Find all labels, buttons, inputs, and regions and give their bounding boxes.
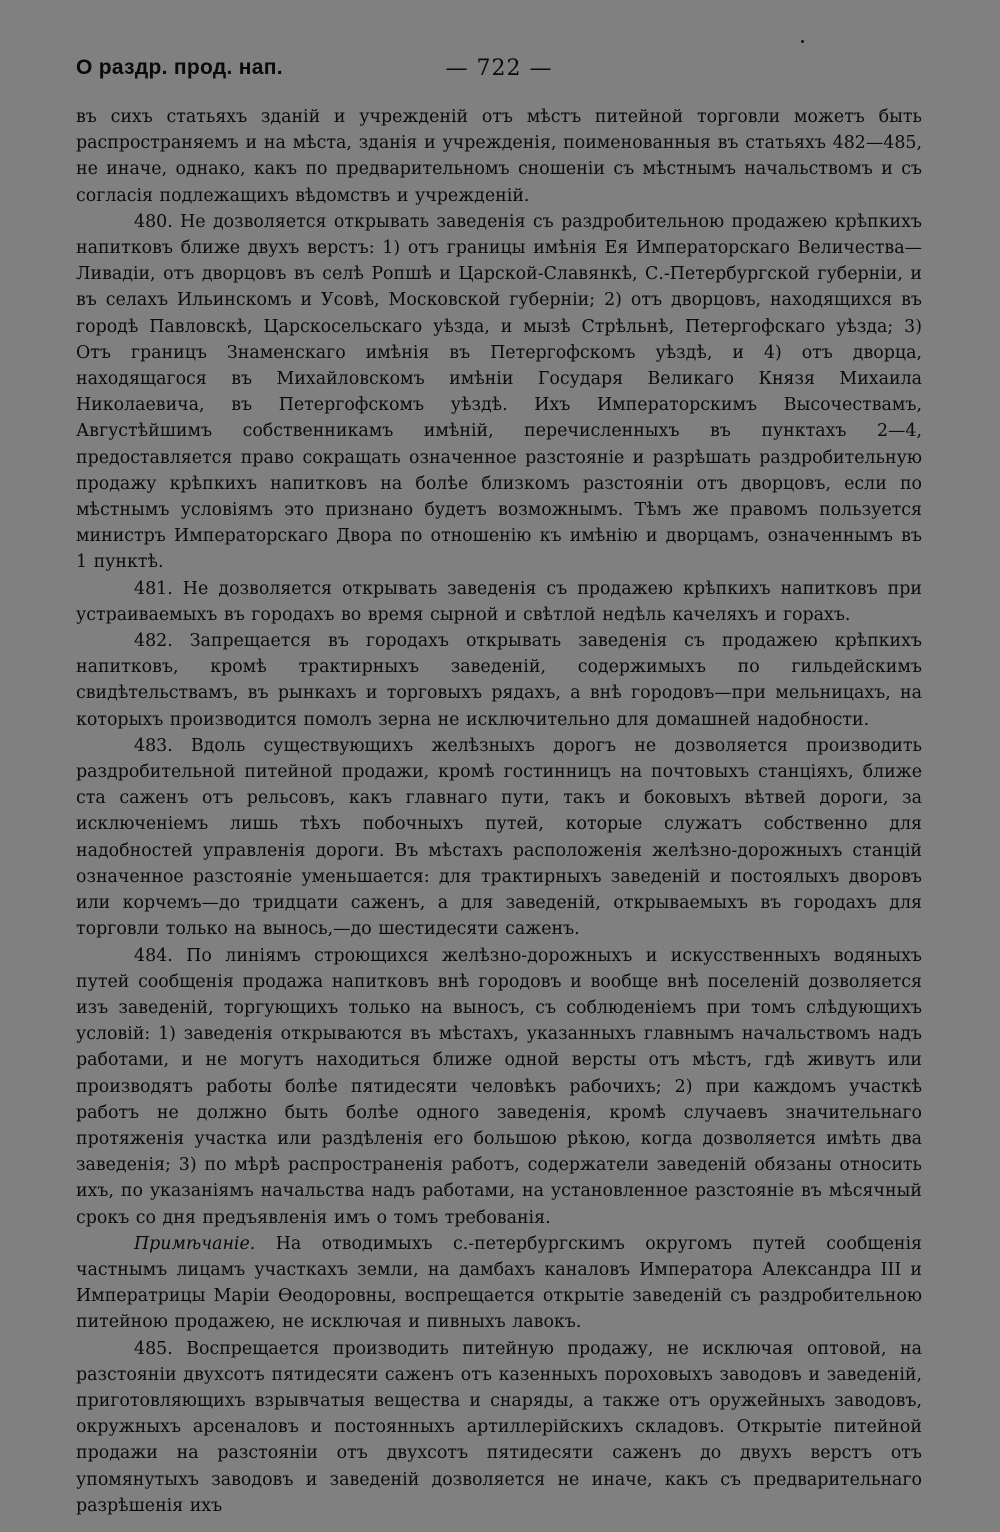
article-483: 483. Вдоль существующихъ желѣзныхъ дорогъ не дозволяется производить раздробительной питейной продажи, кромѣ гостинницъ на почтовыхъ станціяхъ, ближе ста саженъ отъ рельсовъ, какъ главнаго пути, такъ и боковыхъ вѣтвей дороги, за исключеніемъ лишь тѣхъ побочныхъ путей, которые служатъ собственно для надобностей управленія дороги. Въ мѣстахъ расположенія желѣзно-дорожныхъ станцій означенное разстояніе уменьшается: для трактирныхъ заведеній и постоялыхъ дворовъ или корчемъ—до тридцати саженъ, а для заведеній, открываемыхъ въ городахъ для торговли только на вынось,—до шестидесяти саженъ. — [76, 735, 922, 940]
note-paragraph — [76, 1231, 922, 1336]
body-text — [76, 104, 922, 1519]
note-text: На отводимыхъ с.-петербургскимъ округомъ путей сообщенія частнымъ лицамъ участкахъ земли, на дамбахъ каналовъ Императора Александра III и Императрицы Маріи Ѳеодоровны, воспрещается открытіе заведеній съ раздробительною питейною продажею, не исключая и пивныхъ лавокъ. — [76, 1233, 922, 1333]
article-485: 485. Воспрещается производить питейную продажу, не исключая оптовой, на разстояніи двухсотъ пятидесяти саженъ отъ казенныхъ пороховыхъ заводовъ и заведеній, приготовляющихъ взрывчатыя вещества и снаряды, а также отъ оружейныхъ заводовъ, окружныхъ арсеналовъ и постоянныхъ артиллерійскихъ складовъ. Открытіе питейной продажи на разстояніи отъ двухсотъ пятидесяти саженъ до двухъ верстъ отъ упомянутыхъ заводовъ и заведеній дозволяется не иначе, какъ съ предварительнаго разрѣшенія ихъ — [76, 1338, 922, 1516]
article-480: 480. Не дозволяется открывать заведенія съ раздробительною продажею крѣпкихъ напитковъ ближе двухъ верстъ: 1) отъ границы имѣнія Ея Императорскаго Величества—Ливадіи, отъ дворцовъ въ селѣ Ропшѣ и Царской-Славянкѣ, С.-Петербургской губерніи, и въ селахъ Ильинскомъ и Усовѣ, Московской губерніи; 2) отъ дворцовъ, находящихся въ городѣ Павловскѣ, Царскосельскаго уѣзда, и мызѣ Стрѣльнѣ, Петергофскаго уѣзда; 3) Отъ границъ Знаменскаго имѣнія въ Петергофскомъ уѣздѣ, и 4) отъ дворца, находящагося въ Михайловскомъ имѣніи Государя Великаго Князя Михаила Николаевича, въ Петергофскомъ уѣздѣ. Ихъ Императорскимъ Высочествамъ, Августѣйшимъ собственникамъ имѣній, перечисленныхъ въ пунктахъ 2—4, предоставляется право сокращать означенное разстояніе и разрѣшать раздробительную продажу крѣпкихъ напитковъ на болѣе близкомъ разстояніи отъ дворцовъ, если по мѣстнымъ условіямъ это признано будетъ возможнымъ. Тѣмъ же правомъ пользуется министръ Императорскаго Двора по отношенію къ имѣнію и дворцамъ, означеннымъ въ 1 пунктѣ. — [76, 211, 922, 573]
article-481: 481. Не дозволяется открывать заведенія съ продажею крѣпкихъ напитковъ при устраиваемыхъ въ городахъ во время сырной и свѣтлой недѣль качеляхъ и горахъ. — [76, 578, 922, 625]
page-number: — 722 — — [445, 56, 553, 81]
running-head — [76, 52, 922, 88]
paragraph-continuation: въ сихъ статьяхъ зданій и учрежденій отъ мѣстъ питейной торговли можетъ быть распространяемъ и на мѣста, зданія и учрежденія, поименованныя въ статьяхъ 482—485, не иначе, однако, какъ по предварительномъ сношеніи съ мѣстнымъ начальствомъ и съ согласія подлежащихъ вѣдомствъ и учрежденій. — [76, 107, 922, 206]
running-title: О раздр. прод. нап. — [76, 56, 283, 79]
note-label: Примѣчаніе. — [134, 1233, 256, 1254]
article-484: 484. По линіямъ строющихся желѣзно-дорожныхъ и искусственныхъ водяныхъ путей сообщенія продажа напитковъ внѣ городовъ и вообще внѣ поселеній дозволяется изъ заведеній, торгующихъ только на выносъ, съ соблюденіемъ при томъ слѣдующихъ условій: 1) заведенія открываются въ мѣстахъ, указанныхъ главнымъ начальствомъ надъ работами, и не могутъ находиться ближе одной версты отъ мѣстъ, гдѣ живутъ или производятъ работы болѣе пятидесяти человѣкъ рабочихъ; 2) при каждомъ участкѣ работъ не должно быть болѣе одного заведенія, кромѣ случаевъ значительнаго протяженія участка или раздѣленія его большою рѣкою, когда дозволяется имѣть два заведенія; 3) по мѣрѣ распространенія работъ, содержатели заведеній обязаны относить ихъ, по указаніямъ начальства надъ работами, на установленное разстояніе въ мѣсячный срокъ со дня предъявленія имъ о томъ требованія. — [76, 945, 922, 1228]
article-482: 482. Запрещается въ городахъ открывать заведенія съ продажею крѣпкихъ напитковъ, кромѣ трактирныхъ заведеній, содержимыхъ по гильдейскимъ свидѣтельствамъ, въ рынкахъ и торговыхъ рядахъ, а внѣ городовъ—при мельницахъ, на которыхъ производится помолъ зерна не исключительно для домашней надобности. — [76, 631, 922, 730]
print-speck — [801, 40, 804, 43]
